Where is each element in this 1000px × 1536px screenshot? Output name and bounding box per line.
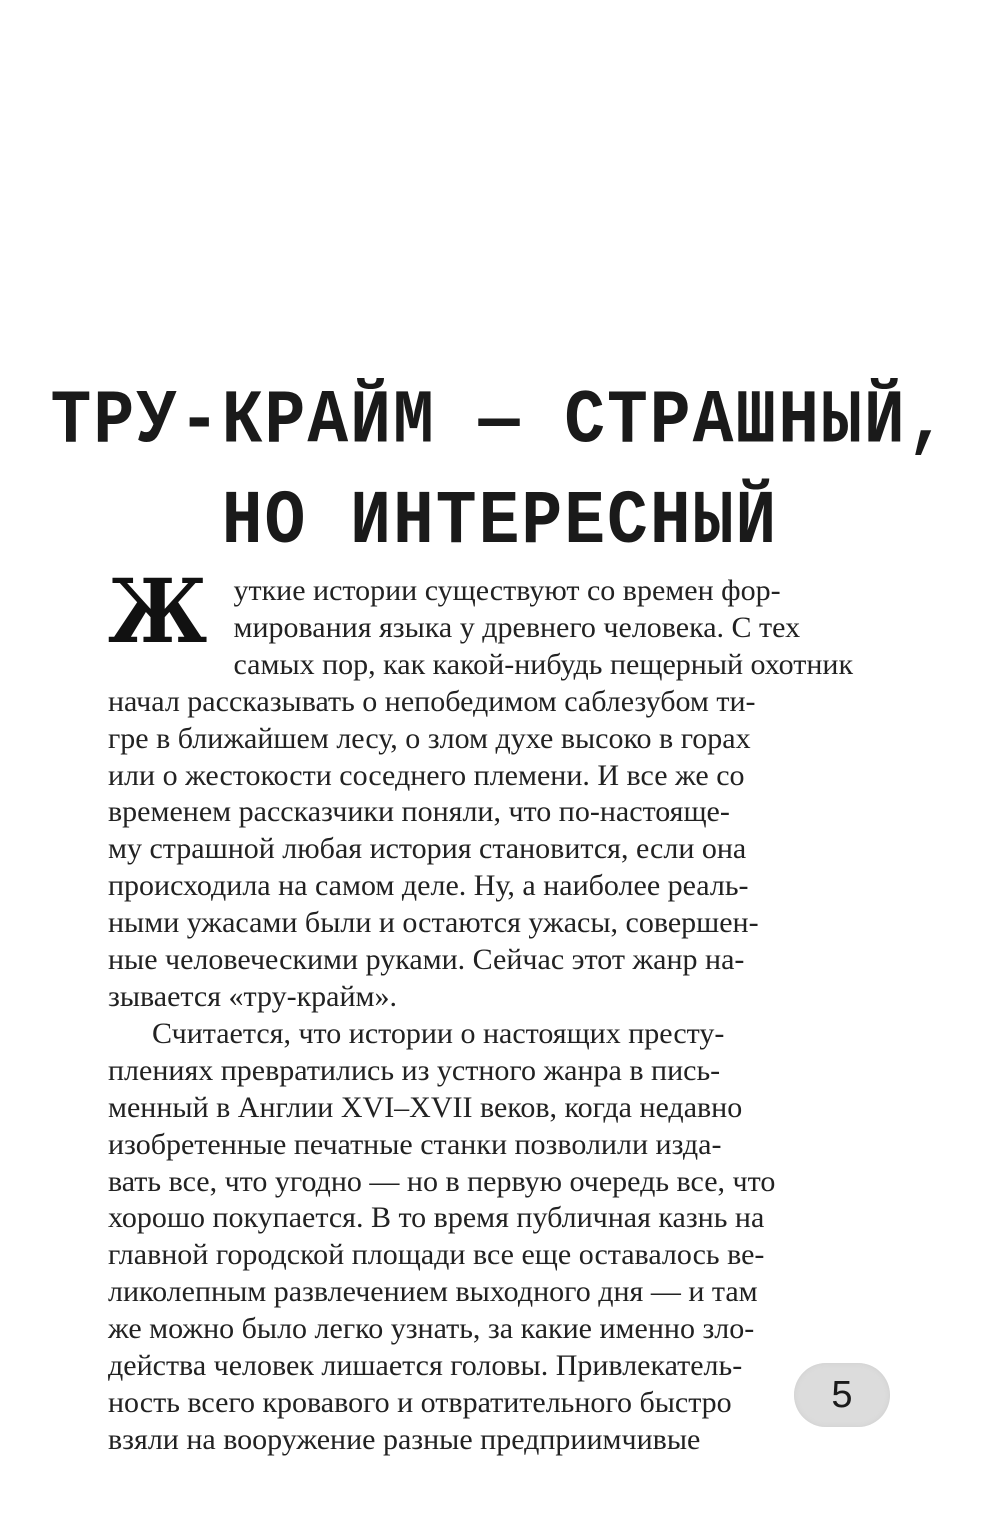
- text-line: ликолепным развлечением выходного дня — и там: [108, 1275, 758, 1309]
- text-line: менный в Англии XVI–XVII веков, когда недавно: [108, 1090, 743, 1124]
- text-line: мирования языка у древнего человека. С тех: [233, 610, 801, 644]
- text-line: Считается, что истории о настоящих престу-: [152, 1016, 725, 1050]
- text-line: взяли на вооружение разные предприимчивые: [108, 1422, 701, 1456]
- text-line: зывается «тру-крайм».: [108, 979, 397, 1013]
- text-line: начал рассказывать о непобедимом саблезубом ти-: [108, 684, 756, 718]
- text-line: временем рассказчики поняли, что по-настояще-: [108, 795, 730, 829]
- chapter-title: [0, 372, 1000, 574]
- text-line: изобретенные печатные станки позволили изда-: [108, 1127, 722, 1161]
- text-line: ными ужасами были и остаются ужасы, совершен-: [108, 906, 759, 940]
- text-line: самых пор, как какой-нибудь пещерный охотник: [233, 647, 854, 681]
- text-line: ные человеческими руками. Сейчас этот жанр на-: [108, 943, 745, 977]
- text-line: плениях превратились из устного жанра в пись-: [108, 1053, 721, 1087]
- chapter-title-line-1: ТРУ-КРАЙМ — СТРАШНЫЙ,: [50, 378, 950, 465]
- text-line: хорошо покупается. В то время публичная казнь на: [108, 1201, 765, 1235]
- text-line: же можно было легко узнать, за какие именно зло-: [108, 1312, 755, 1346]
- text-line: вать все, что угодно — но в первую очередь все, что: [108, 1164, 776, 1198]
- text-line: гре в ближайшем лесу, о злом духе высоко в горах: [108, 721, 751, 755]
- text-line: му страшной любая история становится, если она: [108, 832, 747, 866]
- text-line: уткие истории существуют со времен фор-: [233, 574, 781, 607]
- paragraph-1: [108, 559, 854, 1016]
- text-line: ность всего кровавого и отвратительного быстро: [108, 1385, 732, 1419]
- text-line: происходила на самом деле. Ну, а наиболее реаль-: [108, 869, 749, 903]
- chapter-title-line-2: НО ИНТЕРЕСНЫЙ: [221, 479, 779, 566]
- drop-cap: Ж: [108, 559, 208, 663]
- page-number: 5: [831, 1373, 853, 1416]
- text-line: действа человек лишается головы. Привлекатель-: [108, 1349, 743, 1383]
- body-text: [108, 559, 854, 1459]
- text-line: главной городской площади все еще оставалось ве-: [108, 1238, 765, 1272]
- page-number-badge: [794, 1363, 890, 1427]
- paragraph-2: [108, 1016, 776, 1459]
- text-line: или о жестокости соседнего племени. И все же со: [108, 758, 745, 792]
